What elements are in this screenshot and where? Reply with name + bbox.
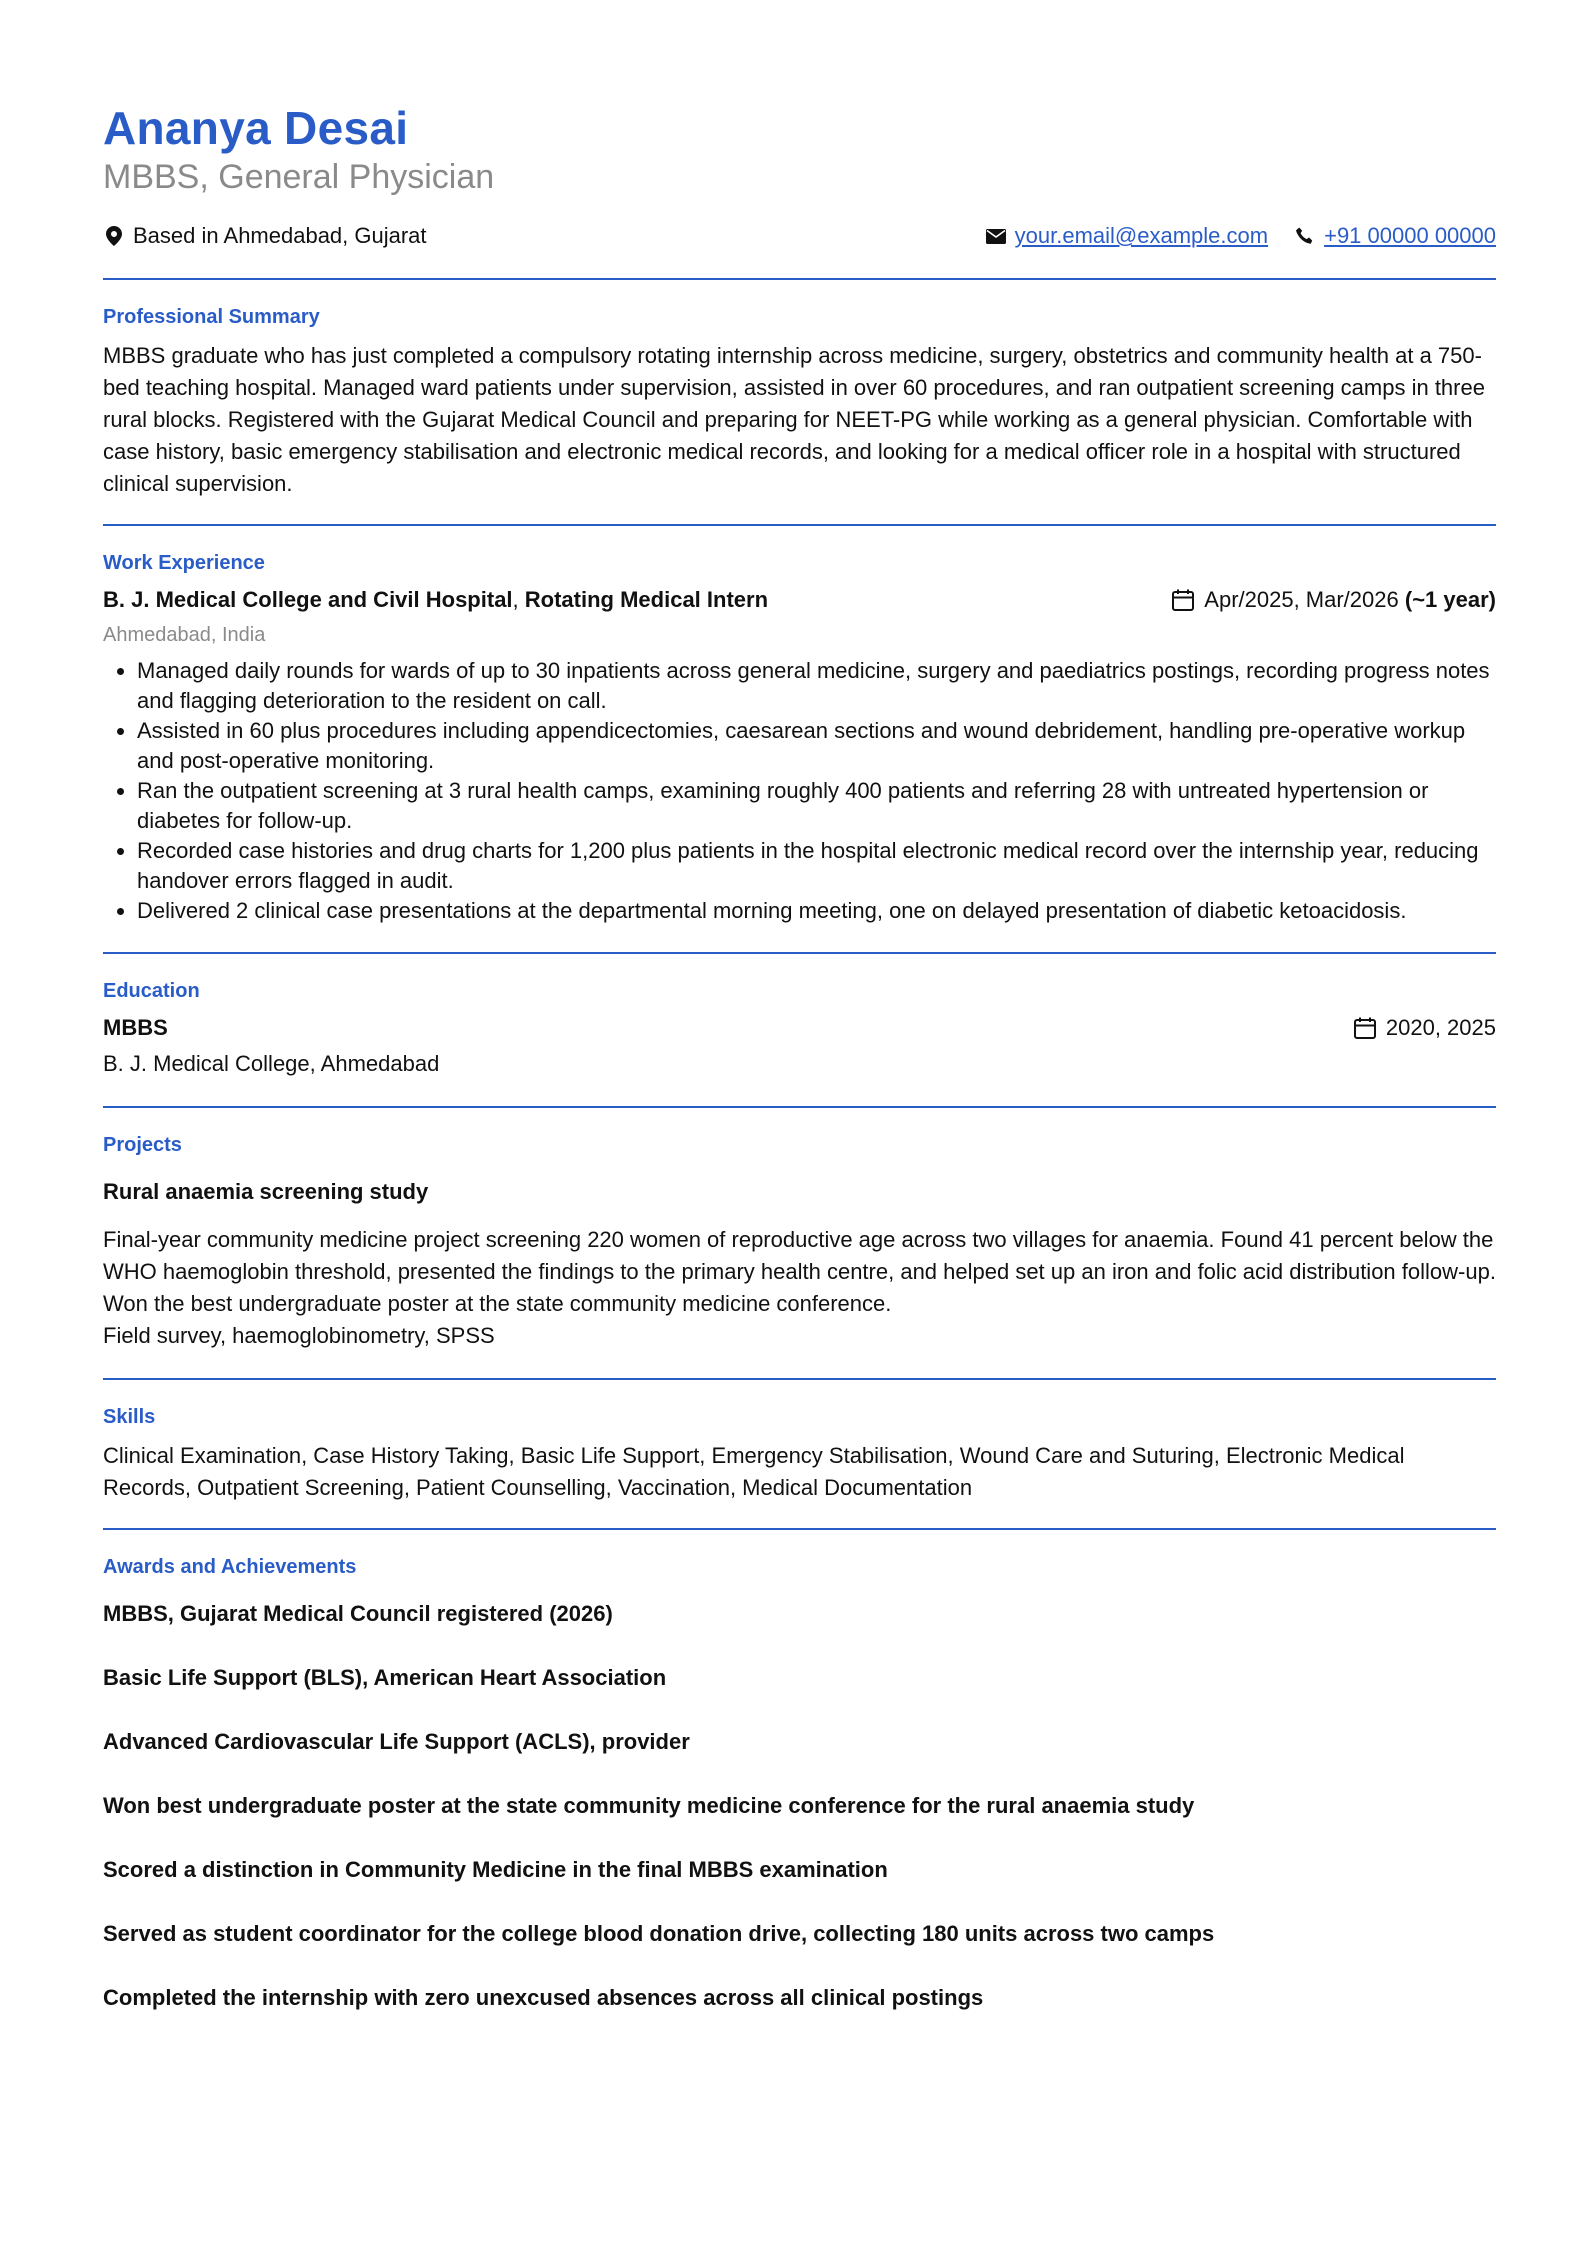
- experience-heading: Work Experience: [103, 552, 265, 574]
- contact-links: [985, 223, 1496, 249]
- phone-link[interactable]: +91 00000 00000: [1324, 223, 1496, 248]
- awards-list: [103, 1598, 1496, 2014]
- list-item: • Recorded case histories and drug charts for 1,200 plus patients in the hospital electronic medical record over the internship year, reducing handover errors flagged in audit.: [137, 836, 1496, 896]
- map-pin-icon: [103, 225, 125, 247]
- experience-section: [103, 550, 1496, 926]
- summary-heading: Professional Summary: [103, 306, 320, 328]
- education-heading: Education: [103, 980, 200, 1002]
- list-item: • Ran the outpatient screening at 3 rural health camps, examining roughly 400 patients and referring 28 with untreated hypertension or diabetes for follow-up.: [137, 776, 1496, 836]
- job-title-line: [103, 584, 768, 616]
- education-section: [103, 978, 1496, 1080]
- job-duration: (~1 year): [1404, 587, 1496, 612]
- institution-name: B. J. Medical College, Ahmedabad: [103, 1051, 440, 1076]
- education-header: [103, 1012, 1496, 1044]
- summary-section: [103, 304, 1496, 500]
- calendar-icon: [1170, 587, 1196, 613]
- skills-section: [103, 1404, 1496, 1504]
- education-dates: [1352, 1012, 1496, 1044]
- email-item: [985, 223, 1268, 249]
- divider: [103, 1106, 1496, 1108]
- list-item: Scored a distinction in Community Medicine in the final MBBS examination: [103, 1857, 888, 1882]
- list-item: • Delivered 2 clinical case presentations at the departmental morning meeting, one on delayed presentation of diabetic ketoacidosis.: [137, 896, 1496, 926]
- candidate-title: MBBS, General Physician: [103, 158, 495, 196]
- divider: [103, 524, 1496, 526]
- project-title: Rural anaemia screening study: [103, 1179, 429, 1204]
- email-link[interactable]: your.email@example.com: [1014, 223, 1269, 248]
- title-separator: ,: [512, 587, 525, 612]
- project-description: Final-year community medicine project screening 220 women of reproductive age across two villages for anaemia. Found 41 percent below the WHO haemoglobin threshold, presented the findings to the primary health centre, and helped set up an iron and folic acid distribution follow-up. Won the best undergraduate poster at the state community medicine conference.: [103, 1227, 1496, 1316]
- contact-row: [103, 220, 1496, 252]
- summary-text: MBBS graduate who has just completed a compulsory rotating internship across medicine, surgery, obstetrics and community health at a 750-bed teaching hospital. Managed ward patients under supervision, assisted in over 60 procedures, and ran outpatient screening camps in three rural blocks. Registered with the Gujarat Medical Council and preparing for NEET-PG while working as a general physician. Comfortable with case history, basic emergency stabilisation and electronic medical records, and looking for a medical officer role in a hospital with structured clinical supervision.: [103, 343, 1485, 496]
- degree-name: MBBS: [103, 1015, 168, 1040]
- phone-item: [1294, 223, 1496, 249]
- list-item: MBBS, Gujarat Medical Council registered (2026): [103, 1601, 613, 1626]
- envelope-icon: [985, 225, 1007, 247]
- project-tools: Field survey, haemoglobinometry, SPSS: [103, 1323, 495, 1348]
- list-item: Basic Life Support (BLS), American Heart Association: [103, 1665, 667, 1690]
- calendar-icon: [1352, 1015, 1378, 1041]
- job-header: [103, 584, 1496, 616]
- job-date-range: Apr/2025, Mar/2026: [1204, 587, 1399, 612]
- candidate-name: Ananya Desai: [103, 102, 409, 154]
- skills-heading: Skills: [103, 1406, 156, 1428]
- projects-section: [103, 1132, 1496, 1352]
- list-item: • Assisted in 60 plus procedures including appendicectomies, caesarean sections and wound debridement, handling pre-operative workup and post-operative monitoring.: [137, 716, 1496, 776]
- list-item: Won best undergraduate poster at the state community medicine conference for the rural anaemia study: [103, 1793, 1195, 1818]
- employer-name: B. J. Medical College and Civil Hospital: [103, 587, 513, 612]
- divider: [103, 1528, 1496, 1530]
- education-date-range: 2020, 2025: [1385, 1015, 1496, 1040]
- divider: [103, 278, 1496, 280]
- awards-section: [103, 1554, 1496, 2014]
- awards-heading: Awards and Achievements: [103, 1556, 357, 1578]
- list-item: Completed the internship with zero unexcused absences across all clinical postings: [103, 1985, 984, 2010]
- list-item: • Managed daily rounds for wards of up to 30 inpatients across general medicine, surgery and paediatrics postings, recording progress notes and flagging deterioration to the resident on call.: [137, 656, 1496, 716]
- location-item: [103, 223, 427, 249]
- resume-page: [103, 100, 1496, 2046]
- position-name: Rotating Medical Intern: [524, 587, 769, 612]
- phone-icon: [1294, 225, 1316, 247]
- location-text: Based in Ahmedabad, Gujarat: [133, 223, 427, 248]
- job-dates: [1170, 584, 1496, 616]
- job-bullets: [103, 656, 1496, 926]
- skills-text: Clinical Examination, Case History Taking, Basic Life Support, Emergency Stabilisation, Wound Care and Suturing, Electronic Medical Records, Outpatient Screening, Patient Counselling, Vaccination, Medical Documentation: [103, 1443, 1405, 1500]
- projects-heading: Projects: [103, 1134, 182, 1156]
- list-item: Advanced Cardiovascular Life Support (ACLS), provider: [103, 1729, 690, 1754]
- job-location: Ahmedabad, India: [103, 624, 266, 646]
- divider: [103, 952, 1496, 954]
- list-item: Served as student coordinator for the college blood donation drive, collecting 180 units across two camps: [103, 1921, 1215, 1946]
- divider: [103, 1378, 1496, 1380]
